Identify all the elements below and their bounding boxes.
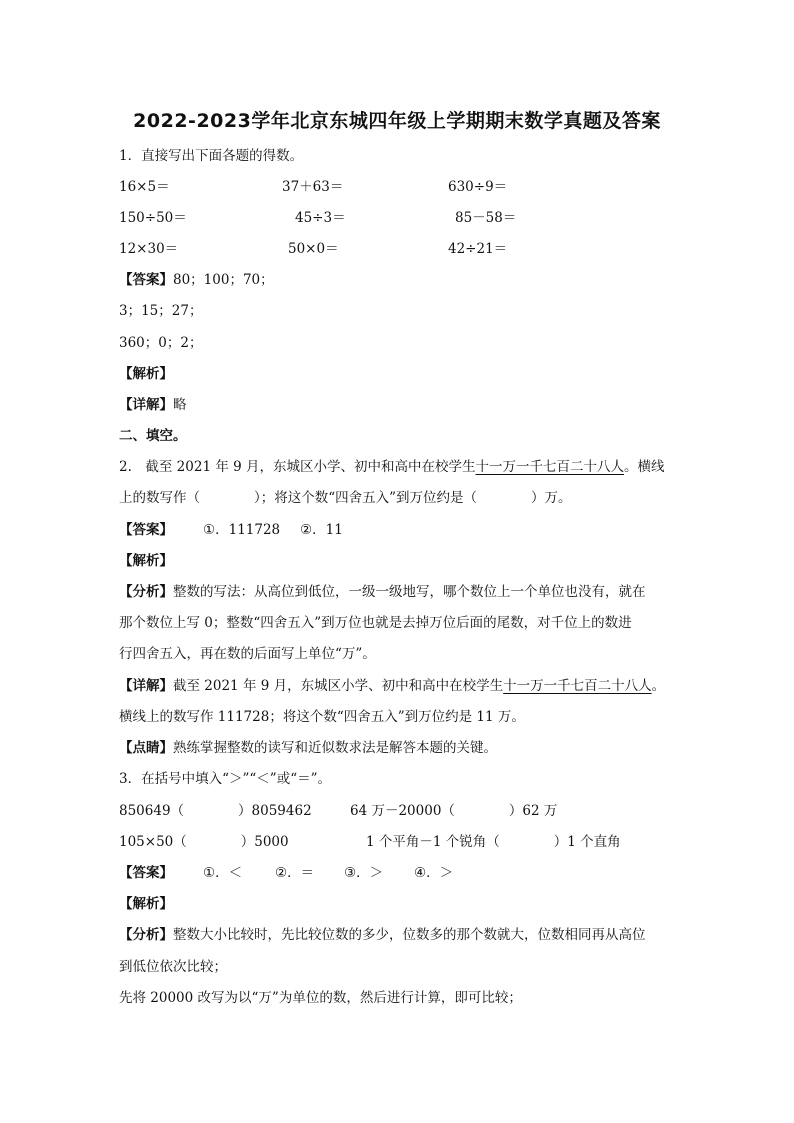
q1-item: 16×5＝ [119, 179, 170, 195]
q1-item: 12×30＝ [119, 241, 179, 257]
q1-item: 50×0＝ [288, 241, 339, 257]
q3-prompt: 3．在括号中填入“＞”“＜”或“＝”。 [119, 771, 331, 787]
q2-fenxi-line: 那个数位上写 0；整数“四舍五入”到万位也就是去掉万位后面的尾数，对千位上的数进 [119, 615, 632, 631]
fenxi-tag: 【分析】 [119, 927, 173, 943]
q3-answer-item: ④．＞ [414, 865, 454, 881]
q1-item: 42÷21＝ [448, 241, 508, 257]
q2-fenxi [119, 582, 646, 602]
q2-fenxi-line: 行四舍五入，再在数的后面写上单位“万”。 [119, 646, 376, 662]
fenxi-text: 整数的写法：从高位到低位，一级一级地写，哪个数位上一个单位也没有，就在 [173, 584, 646, 600]
detail-underlined-text: 十一万一千七百二十八人 [503, 678, 652, 694]
q3-answer [119, 863, 173, 883]
q1-item: 630÷9＝ [448, 179, 508, 195]
detail-text: 略 [173, 397, 187, 413]
q3-answer-item: ③．＞ [344, 865, 384, 881]
q1-answer [119, 270, 274, 290]
q2-line2: 上的数写作（ ）；将这个数“四舍五入”到万位约是（ ）万。 [119, 490, 572, 506]
q2-answer-2: ②．11 [300, 522, 343, 538]
q3-item: 105×50（ ）5000 [119, 834, 289, 850]
fenxi-text: 整数大小比较时，先比较位数的多少，位数多的那个数就大，位数相同再从高位 [173, 927, 646, 943]
q3-fenxi-line: 先将 20000 改写为以“万”为单位的数，然后进行计算，即可比较； [119, 990, 522, 1006]
section-heading: 二、填空。 [119, 428, 187, 444]
q2-detail-line: 横线上的数写作 111728；将这个数“四舍五入”到万位约是 11 万。 [119, 709, 525, 725]
q2-answer [119, 520, 173, 540]
q3-analysis-tag: 【解析】 [119, 896, 173, 912]
q1-item: 37＋63＝ [282, 179, 344, 195]
q3-answer-item: ①．＜ [203, 865, 243, 881]
detail-tag: 【详解】 [119, 397, 173, 413]
q2-text: 2. 截至 2021 年 9 月，东城区小学、初中和高中在校学生 [119, 459, 476, 475]
q1-answer-line: 3；15；27； [119, 303, 203, 319]
q3-item: 1 个平角－1 个锐角（ ）1 个直角 [366, 834, 621, 850]
q1-analysis-tag: 【解析】 [119, 366, 173, 382]
detail-tag: 【详解】 [119, 678, 173, 694]
q3-fenxi [119, 925, 646, 945]
detail-text: 。 [651, 678, 666, 694]
q1-item: 85－58＝ [455, 210, 517, 226]
q1-detail [119, 395, 187, 415]
q2-detail [119, 676, 665, 696]
q1-answer-line: 360；0；2； [119, 335, 203, 351]
q1-prompt: 1．直接写出下面各题的得数。 [119, 148, 304, 164]
q2-dianjing [119, 738, 497, 758]
q2-text: 。横线 [624, 459, 665, 475]
q3-item: 64 万－20000（ ）62 万 [350, 803, 558, 819]
answer-text: 80；100；70； [173, 272, 274, 288]
page-title: 2022-2023学年北京东城四年级上学期期末数学真题及答案 [133, 110, 661, 132]
q3-answer-item: ②．＝ [275, 865, 315, 881]
q2-answer-1: ①．111728 [203, 522, 281, 538]
q1-item: 150÷50＝ [119, 210, 187, 226]
q2-analysis-tag: 【解析】 [119, 553, 173, 569]
detail-text: 截至 2021 年 9 月，东城区小学、初中和高中在校学生 [173, 678, 504, 694]
dianjing-text: 熟练掌握整数的读写和近似数求法是解答本题的关键。 [173, 740, 497, 756]
answer-tag: 【答案】 [119, 865, 173, 881]
q2-line1 [119, 457, 665, 477]
answer-tag: 【答案】 [119, 522, 173, 538]
q3-item: 850649（ ）8059462 [119, 803, 312, 819]
q1-item: 45÷3＝ [295, 210, 346, 226]
fenxi-tag: 【分析】 [119, 584, 173, 600]
q3-fenxi-line: 到低位依次比较； [119, 959, 227, 975]
answer-tag: 【答案】 [119, 272, 173, 288]
q2-underlined-text: 十一万一千七百二十八人 [475, 459, 624, 475]
dianjing-tag: 【点睛】 [119, 740, 173, 756]
